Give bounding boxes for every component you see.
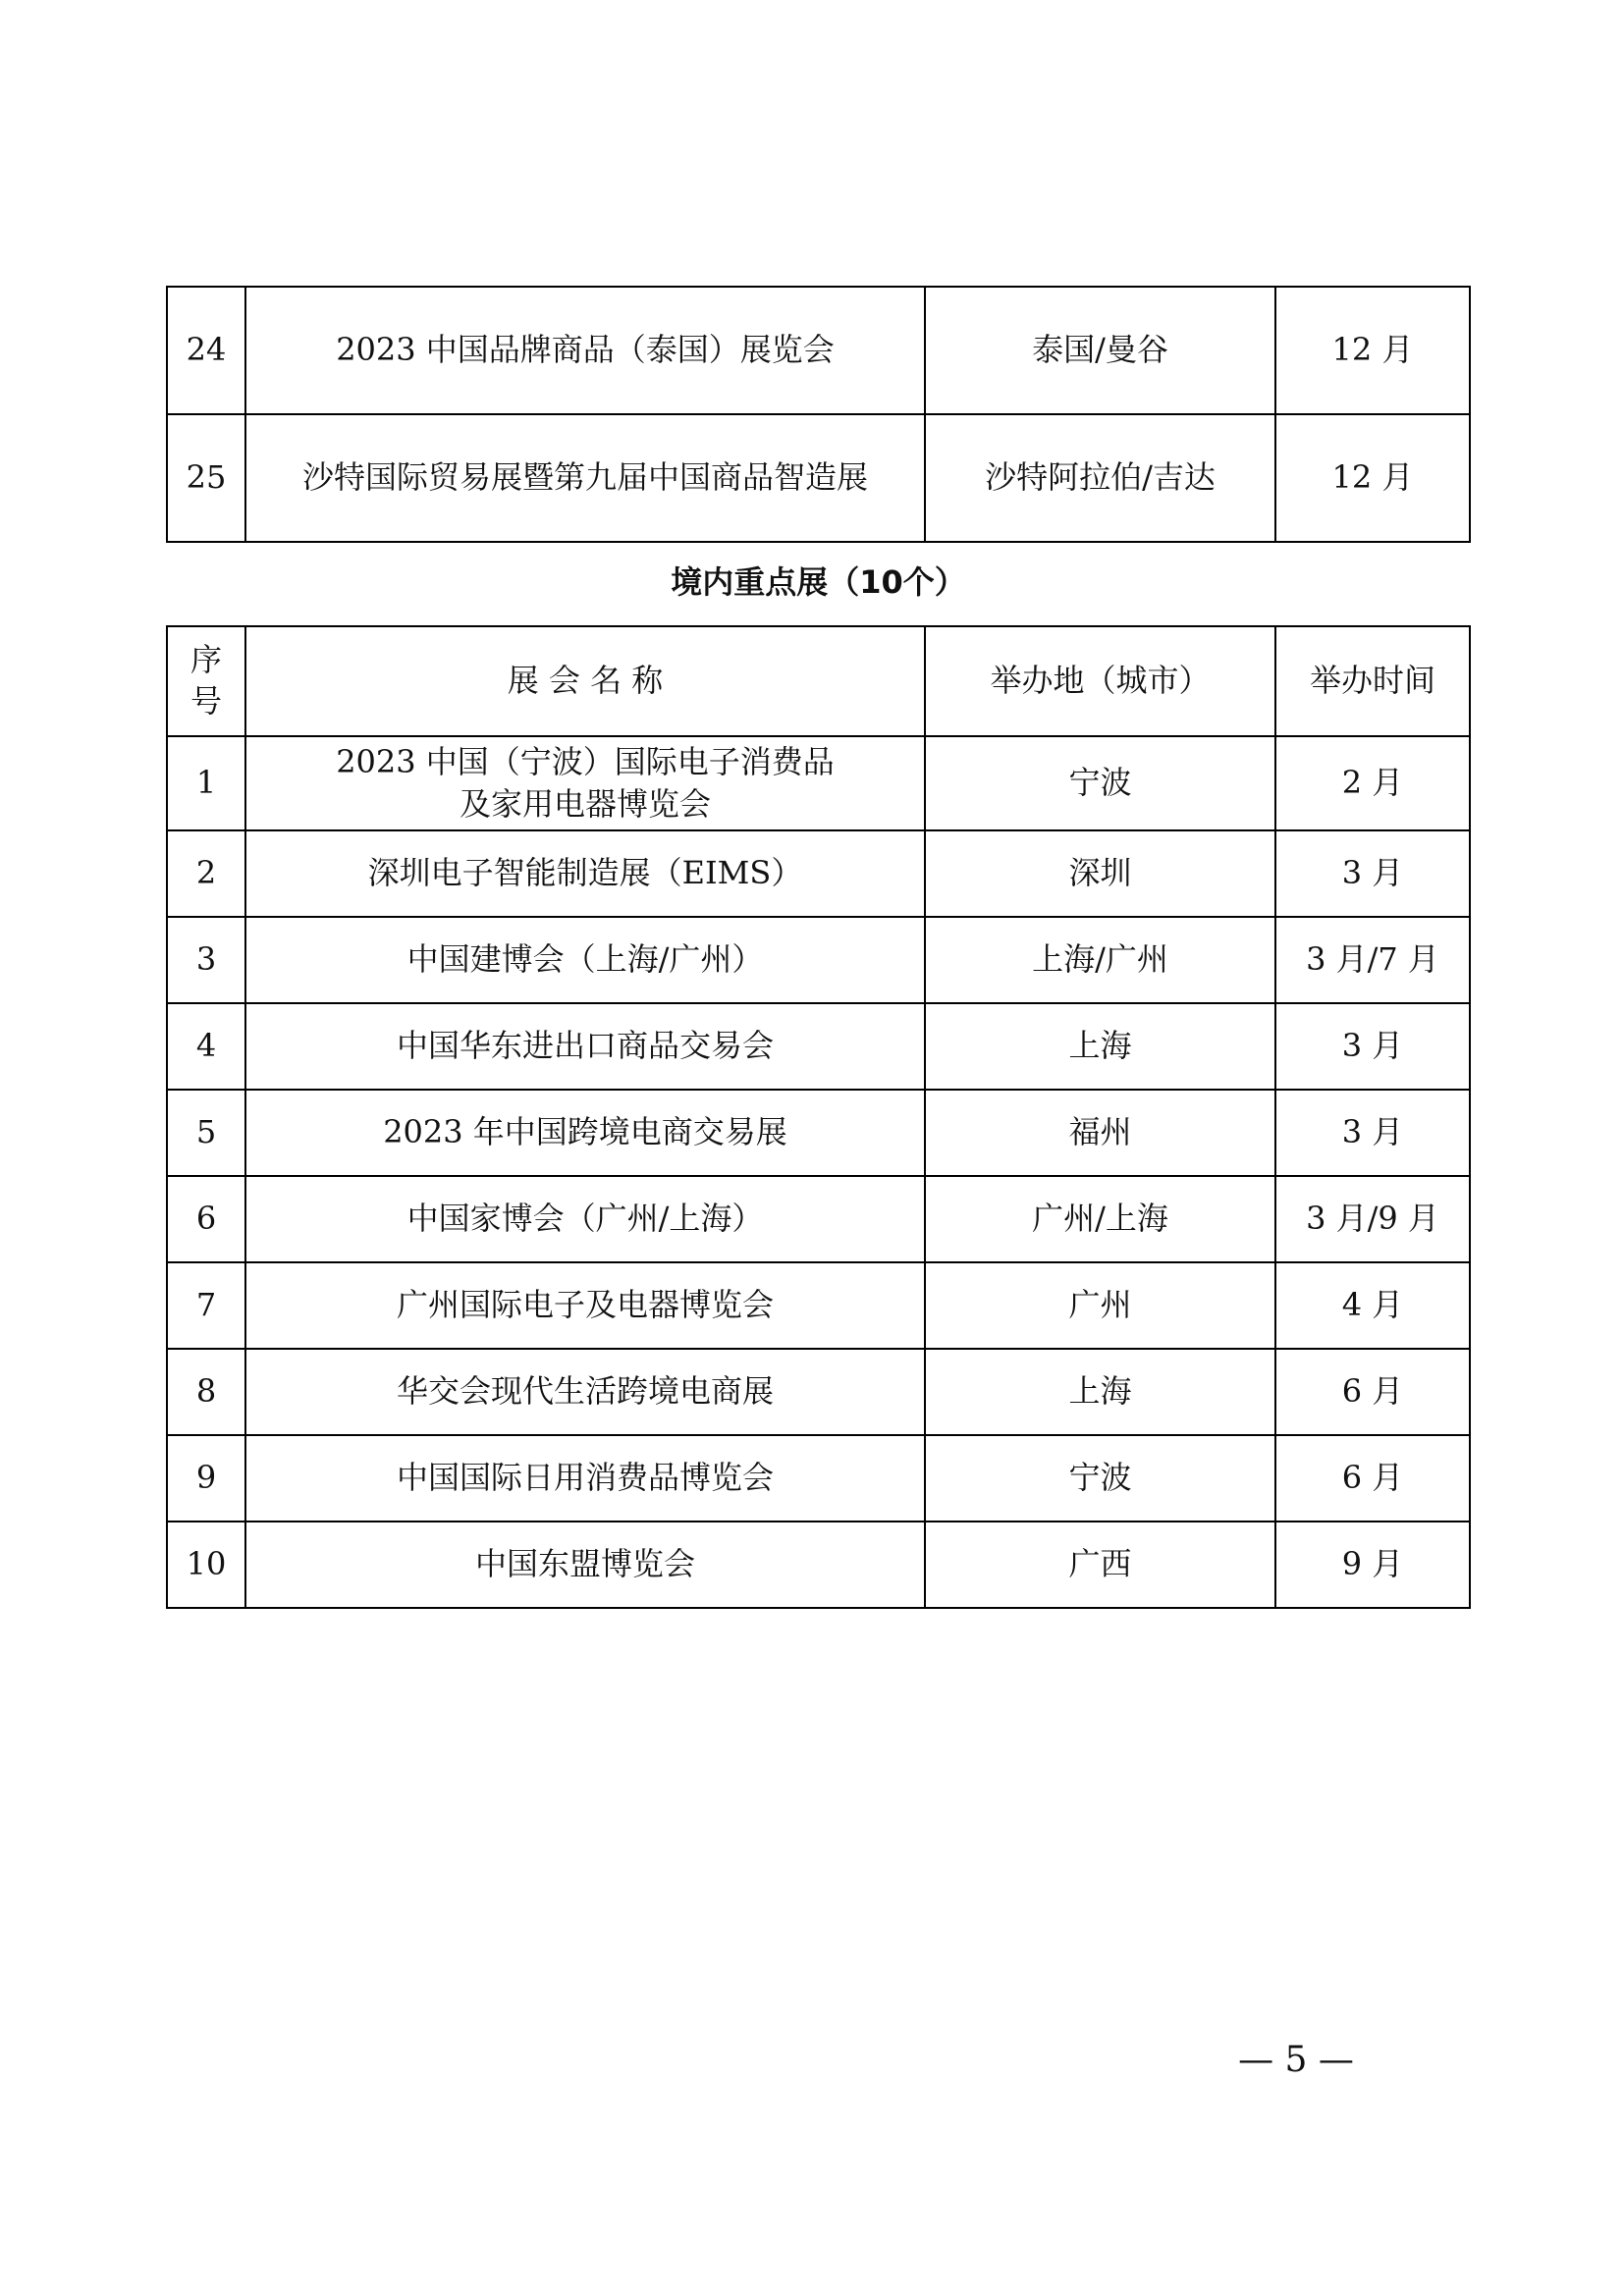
header-location: 举办地（城市）: [925, 626, 1275, 736]
header-name: 展 会 名 称: [245, 626, 925, 736]
exhibition-name: [245, 736, 925, 830]
table-row: [167, 1090, 1470, 1176]
exhibition-time: 12 月: [1275, 414, 1470, 542]
table-row: [167, 1003, 1470, 1090]
exhibition-time: 12 月: [1275, 287, 1470, 414]
exhibition-location: 福州: [925, 1090, 1275, 1176]
exhibition-name: 华交会现代生活跨境电商展: [245, 1349, 925, 1435]
row-number: 3: [167, 917, 245, 1003]
exhibition-name: 广州国际电子及电器博览会: [245, 1262, 925, 1349]
exhibition-location: 沙特阿拉伯/吉达: [925, 414, 1275, 542]
exhibition-location: 广州: [925, 1262, 1275, 1349]
exhibition-time: 4 月: [1275, 1262, 1470, 1349]
row-number: 25: [167, 414, 245, 542]
exhibition-name: 中国东盟博览会: [245, 1522, 925, 1608]
row-number: 6: [167, 1176, 245, 1262]
exhibition-name-line2: 及家用电器博览会: [459, 785, 711, 823]
table-row: [167, 736, 1470, 830]
domestic-exhibitions-table: [166, 625, 1471, 1609]
row-number: 7: [167, 1262, 245, 1349]
exhibition-location: 泰国/曼谷: [925, 287, 1275, 414]
exhibition-time: 6 月: [1275, 1435, 1470, 1522]
table-row: [167, 1349, 1470, 1435]
table-row: [167, 917, 1470, 1003]
exhibition-location: 广西: [925, 1522, 1275, 1608]
row-number: 8: [167, 1349, 245, 1435]
exhibition-time: 3 月: [1275, 830, 1470, 917]
row-number: 1: [167, 736, 245, 830]
table-row: [167, 1435, 1470, 1522]
exhibition-time: 6 月: [1275, 1349, 1470, 1435]
exhibition-time: 9 月: [1275, 1522, 1470, 1608]
table-row: [167, 287, 1470, 414]
table-row: [167, 1522, 1470, 1608]
exhibition-time: 3 月/7 月: [1275, 917, 1470, 1003]
exhibition-location: 上海: [925, 1349, 1275, 1435]
exhibition-name: 中国华东进出口商品交易会: [245, 1003, 925, 1090]
exhibition-location: 广州/上海: [925, 1176, 1275, 1262]
exhibition-location: 上海: [925, 1003, 1275, 1090]
exhibition-name: 沙特国际贸易展暨第九届中国商品智造展: [245, 414, 925, 542]
overseas-exhibitions-table: [166, 286, 1471, 543]
section-title: 境内重点展（10个）: [671, 563, 966, 601]
exhibition-time: 3 月: [1275, 1090, 1470, 1176]
header-no: [167, 626, 245, 736]
exhibition-location: 上海/广州: [925, 917, 1275, 1003]
exhibition-name: 中国家博会（广州/上海）: [245, 1176, 925, 1262]
exhibition-name: 2023 中国品牌商品（泰国）展览会: [245, 287, 925, 414]
exhibition-name: 中国国际日用消费品博览会: [245, 1435, 925, 1522]
table-row: [167, 414, 1470, 542]
table-header-row: [167, 626, 1470, 736]
exhibition-location: 宁波: [925, 1435, 1275, 1522]
table-row: [167, 1262, 1470, 1349]
exhibition-name: 2023 年中国跨境电商交易展: [245, 1090, 925, 1176]
exhibition-location: 深圳: [925, 830, 1275, 917]
exhibition-time: 2 月: [1275, 736, 1470, 830]
page-number: — 5 —: [1238, 2040, 1354, 2080]
table-row: [167, 1176, 1470, 1262]
header-time: 举办时间: [1275, 626, 1470, 736]
row-number: 10: [167, 1522, 245, 1608]
exhibition-name: 深圳电子智能制造展（EIMS）: [245, 830, 925, 917]
header-no-label: 序号: [189, 641, 222, 720]
row-number: 24: [167, 287, 245, 414]
row-number: 2: [167, 830, 245, 917]
exhibition-time: 3 月: [1275, 1003, 1470, 1090]
row-number: 5: [167, 1090, 245, 1176]
table-row: [167, 830, 1470, 917]
exhibition-name: 中国建博会（上海/广州）: [245, 917, 925, 1003]
exhibition-location: 宁波: [925, 736, 1275, 830]
exhibition-name-line1: 2023 中国（宁波）国际电子消费品: [336, 742, 835, 780]
row-number: 4: [167, 1003, 245, 1090]
row-number: 9: [167, 1435, 245, 1522]
exhibition-time: 3 月/9 月: [1275, 1176, 1470, 1262]
